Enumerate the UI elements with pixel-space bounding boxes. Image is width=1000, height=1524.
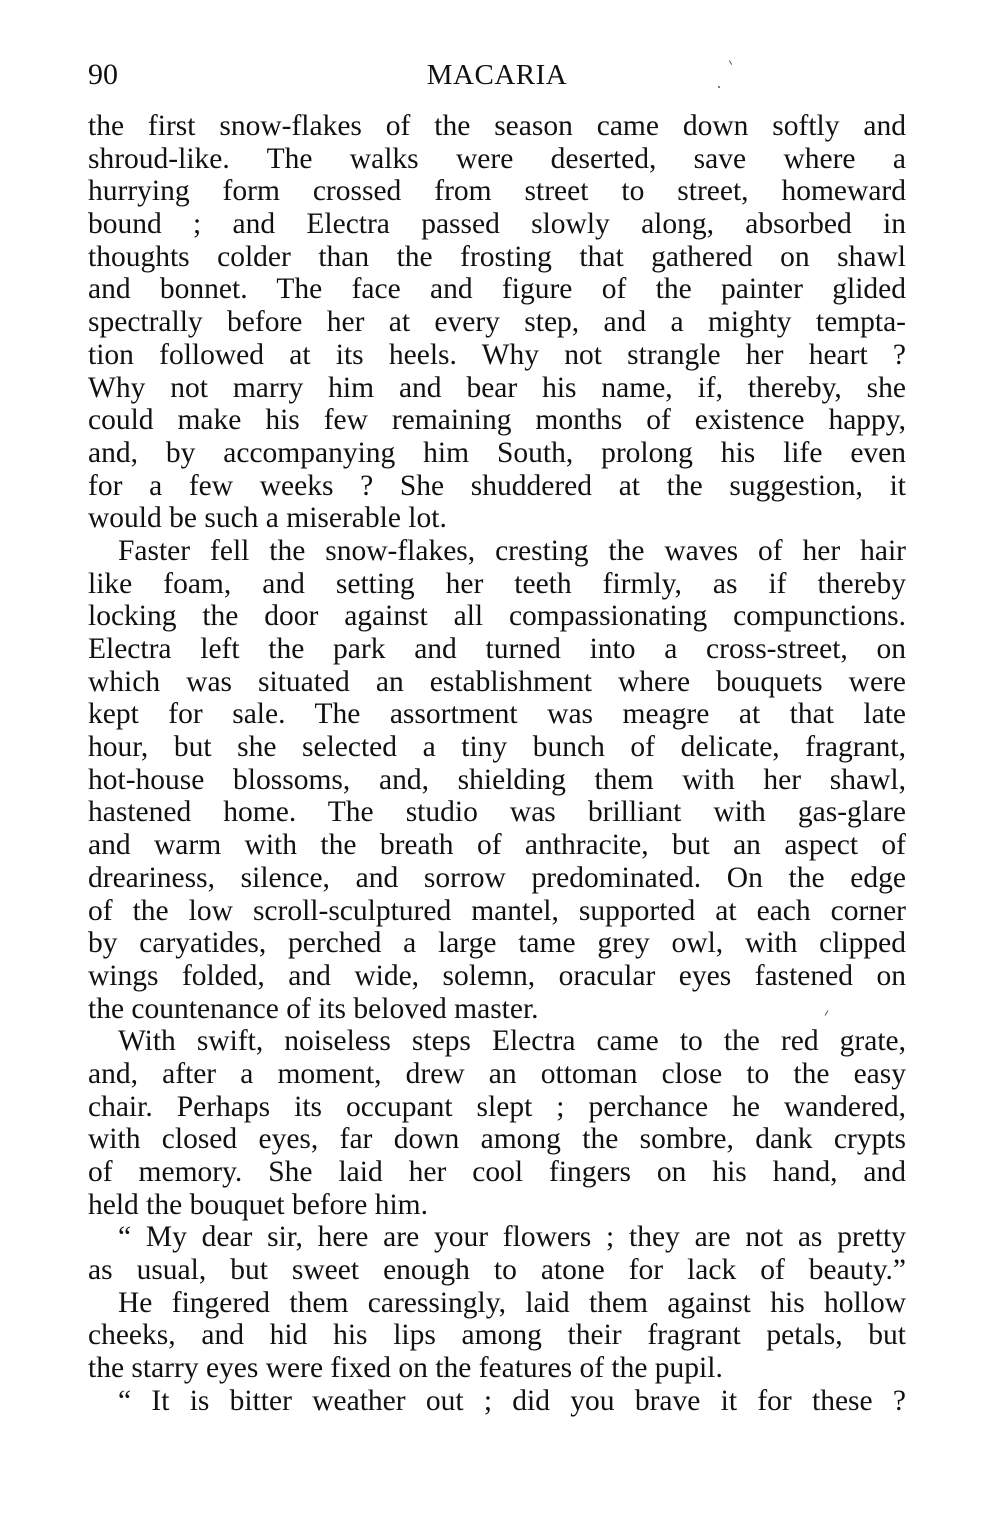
text-line: He fingered them caressingly, laid them against his hollow	[118, 1286, 906, 1319]
text-line: tion followed at its heels. Why not strangle her heart ?	[88, 338, 906, 371]
text-line: With swift, noiseless steps Electra came to the red grate,	[118, 1025, 906, 1058]
scan-speck	[718, 86, 720, 88]
text-line: kept for sale. The assortment was meagre at that late	[88, 698, 906, 731]
page-number: 90	[88, 58, 118, 91]
text-line: hastened home. The studio was brilliant with gas-glare	[88, 796, 906, 829]
text-line: by caryatides, perched a large tame grey owl, with clipped	[88, 927, 906, 960]
text-line: the first snow-flakes of the season came down softly and	[88, 110, 906, 142]
text-line: hurrying form crossed from street to street, homeward	[88, 175, 906, 208]
text-line: of the low scroll-sculptured mantel, supported at each corner	[88, 894, 906, 927]
text-line: hour, but she selected a tiny bunch of delicate, fragrant,	[88, 731, 906, 764]
text-line: the starry eyes were fixed on the features of the pupil.	[88, 1352, 723, 1385]
text-line: locking the door against all compassionating compunctions.	[88, 600, 906, 633]
running-title: MACARIA	[426, 59, 568, 91]
text-line: thoughts colder than the frosting that gathered on shawl	[88, 240, 906, 273]
text-line: held the bouquet before him.	[88, 1188, 428, 1221]
text-line: and bonnet. The face and figure of the painter glided	[88, 273, 906, 306]
page-header	[88, 55, 906, 95]
text-line: chair. Perhaps its occupant slept ; perchance he wandered,	[88, 1090, 906, 1123]
text-line: Electra left the park and turned into a cross-street, on	[88, 633, 906, 665]
text-line: dreariness, silence, and sorrow predominated. On the edge	[88, 861, 906, 894]
text-line: shroud-like. The walks were deserted, save where a	[88, 142, 906, 175]
text-line: would be such a miserable lot.	[88, 502, 447, 535]
text-line: which was situated an establishment where bouquets were	[88, 665, 906, 698]
text-line: of memory. She laid her cool fingers on his hand, and	[88, 1156, 906, 1188]
text-line: could make his few remaining months of existence happy,	[88, 404, 906, 437]
text-line: Faster fell the snow-flakes, cresting the waves of her hair	[118, 534, 906, 567]
text-line: with closed eyes, far down among the sombre, dank crypts	[88, 1123, 906, 1156]
text-line: “ It is bitter weather out ; did you brave it for these ?	[118, 1384, 906, 1417]
text-line: “ My dear sir, here are your flowers ; they are not as pretty	[118, 1221, 906, 1254]
text-line: the countenance of its beloved master.	[88, 992, 539, 1025]
text-line: cheeks, and hid his lips among their fragrant petals, but	[88, 1319, 906, 1352]
text-line: as usual, but sweet enough to atone for lack of beauty.”	[88, 1254, 906, 1287]
text-line: spectrally before her at every step, and a mighty tempta-	[88, 306, 906, 339]
text-line: and, by accompanying him South, prolong his life even	[88, 436, 906, 469]
text-line: for a few weeks ? She shuddered at the suggestion, it	[88, 469, 906, 502]
text-line: hot-house blossoms, and, shielding them with her shawl,	[88, 763, 906, 796]
body-text	[88, 110, 906, 1418]
text-line: like foam, and setting her teeth firmly, as if thereby	[88, 567, 906, 600]
text-line: bound ; and Electra passed slowly along, absorbed in	[88, 208, 906, 241]
text-line: Why not marry him and bear his name, if, thereby, she	[88, 371, 906, 404]
text-line: wings folded, and wide, solemn, oracular eyes fastened on	[88, 959, 906, 992]
text-line: and warm with the breath of anthracite, but an aspect of	[88, 829, 906, 862]
text-line: and, after a moment, drew an ottoman close to the easy	[88, 1057, 906, 1090]
